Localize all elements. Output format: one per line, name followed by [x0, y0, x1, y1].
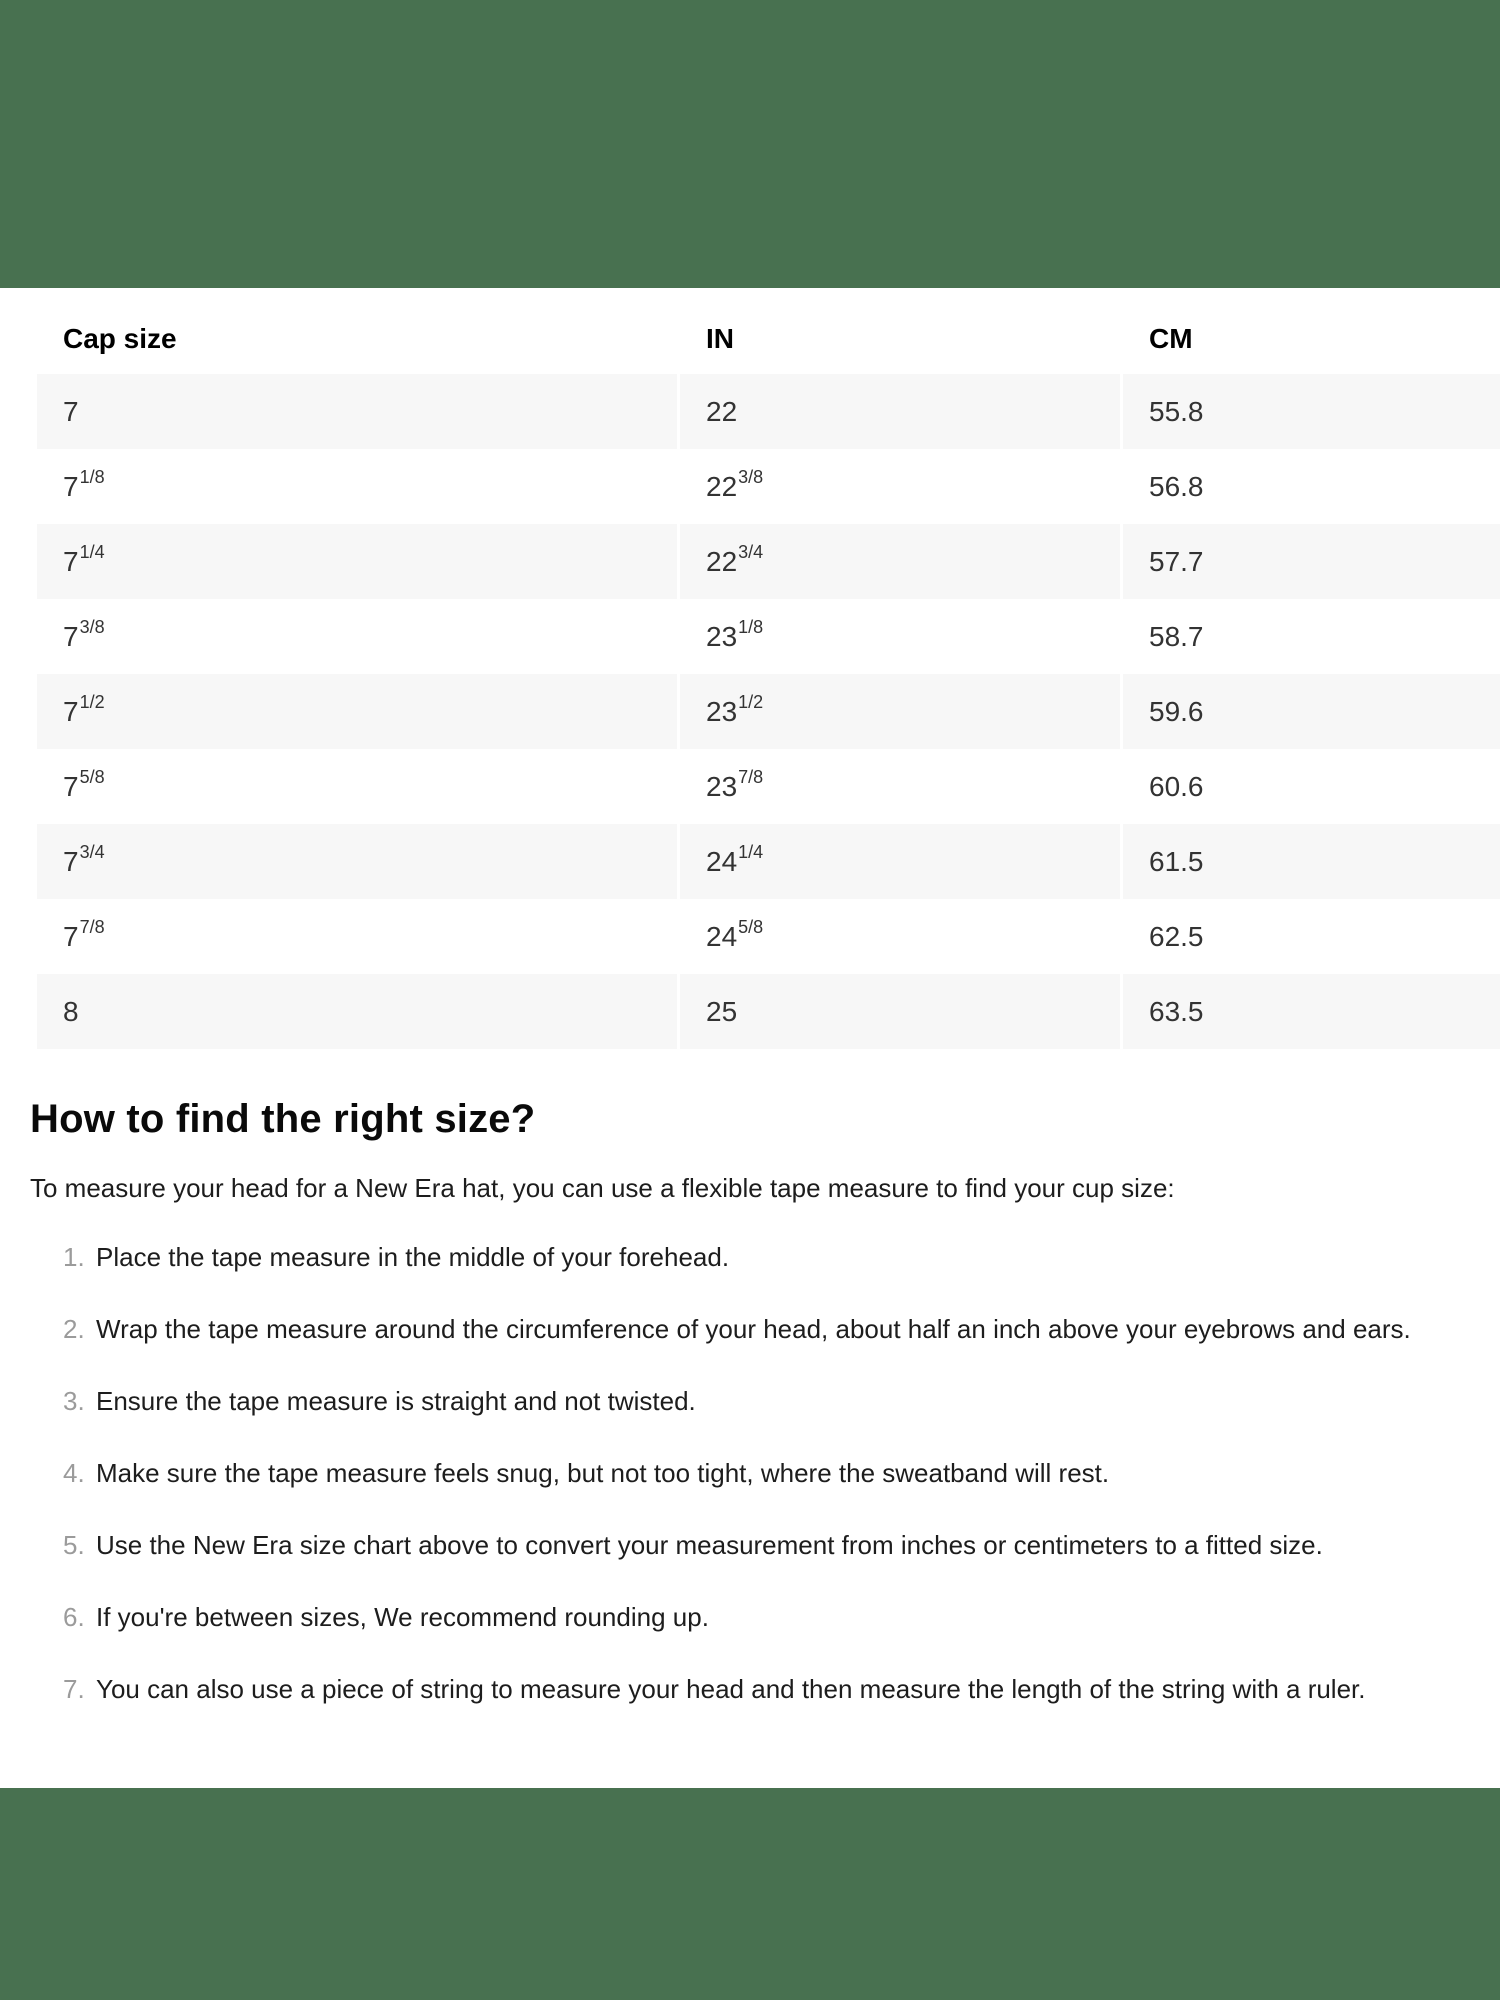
cap-size-cell: 7 3/4	[37, 824, 677, 899]
inches-fraction: 7/8	[738, 767, 764, 787]
inches-fraction: 3/4	[738, 542, 764, 562]
cap-size-fraction: 1/4	[79, 542, 105, 562]
cm-cell: 55.8	[1123, 374, 1500, 449]
cap-size-cell: 7	[37, 374, 677, 449]
table-row	[37, 374, 1500, 449]
list-item	[0, 1600, 1500, 1634]
table-row	[37, 899, 1500, 974]
inches-cell: 24 5/8	[706, 917, 764, 952]
inches-fraction: 1/4	[738, 842, 764, 862]
cm-cell: 58.7	[1149, 620, 1204, 652]
step-number: 6.	[63, 1602, 85, 1632]
cm-cell: 56.8	[1149, 470, 1204, 502]
measurement-steps-list	[0, 1240, 1500, 1706]
inches-cell: 23 1/8	[706, 617, 764, 652]
step-number: 1.	[63, 1242, 85, 1272]
step-text: Use the New Era size chart above to convert your measurement from inches or centimeters to a fitted size.	[96, 1530, 1323, 1560]
step-text: Make sure the tape measure feels snug, but not too tight, where the sweatband will rest.	[96, 1458, 1110, 1488]
cm-cell: 60.6	[1149, 770, 1204, 802]
cap-size-fraction: 3/4	[79, 842, 105, 862]
step-text: Place the tape measure in the middle of your forehead.	[96, 1242, 730, 1272]
table-row	[37, 749, 1500, 824]
cap-size-cell: 7 1/8	[63, 467, 105, 502]
inches-fraction: 3/8	[738, 467, 764, 487]
inches-fraction: 1/8	[738, 617, 764, 637]
inches-cell: 25	[680, 974, 1120, 1049]
cap-size-cell: 7 3/8	[63, 617, 105, 652]
step-number: 7.	[63, 1674, 85, 1704]
how-to-heading: How to find the right size?	[30, 1097, 536, 1141]
cm-cell: 57.7	[1123, 524, 1500, 599]
step-text: You can also use a piece of string to measure your head and then measure the length of the string with a ruler.	[96, 1674, 1366, 1704]
top-green-banner	[0, 0, 1500, 288]
cm-cell: 61.5	[1123, 824, 1500, 899]
table-row	[37, 674, 1500, 749]
step-number: 2.	[63, 1314, 85, 1344]
bottom-green-banner	[0, 1788, 1500, 2000]
list-item	[0, 1528, 1500, 1562]
list-item	[0, 1456, 1500, 1490]
cap-size-cell: 8	[37, 974, 677, 1049]
list-item	[0, 1312, 1500, 1346]
cap-size-cell: 7 1/2	[37, 674, 677, 749]
inches-cell: 22 3/8	[706, 467, 764, 502]
inches-cell: 23 7/8	[706, 767, 764, 802]
size-table-header-row	[37, 288, 1500, 374]
list-item	[0, 1240, 1500, 1274]
inches-cell: 22 3/4	[680, 524, 1120, 599]
column-header-cm: CM	[1149, 323, 1193, 354]
column-header-cap-size: Cap size	[63, 323, 177, 354]
cap-size-cell: 7 7/8	[63, 917, 105, 952]
table-row	[37, 599, 1500, 674]
table-row	[37, 449, 1500, 524]
cap-size-cell: 7 5/8	[63, 767, 105, 802]
step-number: 4.	[63, 1458, 85, 1488]
list-item	[0, 1384, 1500, 1418]
cap-size-cell: 7 1/4	[37, 524, 677, 599]
cap-size-fraction: 1/8	[79, 467, 105, 487]
inches-cell: 24 1/4	[680, 824, 1120, 899]
step-number: 3.	[63, 1386, 85, 1416]
table-row	[37, 524, 1500, 599]
cm-cell: 63.5	[1123, 974, 1500, 1049]
size-table	[0, 288, 1500, 1049]
step-text: If you're between sizes, We recommend rounding up.	[96, 1602, 709, 1632]
table-row	[37, 974, 1500, 1049]
step-text: Wrap the tape measure around the circumference of your head, about half an inch above your eyebrows and ears.	[96, 1314, 1411, 1344]
size-table-body	[0, 374, 1500, 1049]
cap-size-fraction: 7/8	[79, 917, 105, 937]
inches-fraction: 1/2	[738, 692, 764, 712]
inches-fraction: 5/8	[738, 917, 764, 937]
cm-cell: 59.6	[1123, 674, 1500, 749]
cm-cell: 62.5	[1149, 920, 1204, 952]
cap-size-fraction: 5/8	[79, 767, 105, 787]
cap-size-fraction: 3/8	[79, 617, 105, 637]
inches-cell: 22	[680, 374, 1120, 449]
list-item	[0, 1672, 1500, 1706]
intro-paragraph: To measure your head for a New Era hat, you can use a flexible tape measure to find your cup size:	[30, 1173, 1175, 1203]
column-header-in: IN	[706, 323, 734, 354]
step-text: Ensure the tape measure is straight and not twisted.	[96, 1386, 696, 1416]
inches-cell: 23 1/2	[680, 674, 1120, 749]
table-row	[37, 824, 1500, 899]
step-number: 5.	[63, 1530, 85, 1560]
cap-size-fraction: 1/2	[79, 692, 105, 712]
